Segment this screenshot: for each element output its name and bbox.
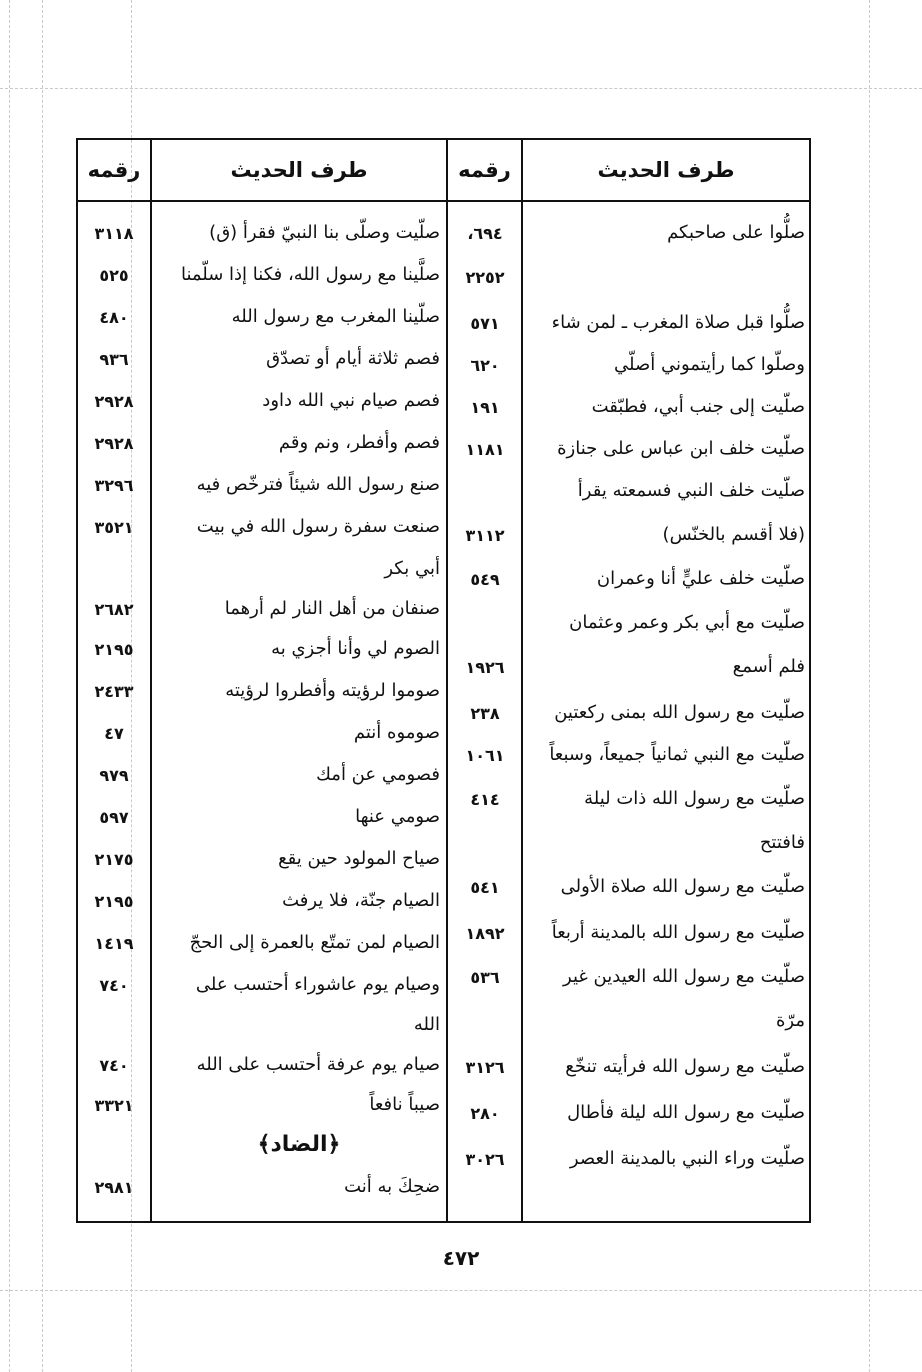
hadith-entry: صومي عنها bbox=[355, 806, 440, 827]
hadith-entry: صياح المولود حين يقع bbox=[278, 848, 440, 869]
hadith-entry: صلّيت مع رسول الله صلاة الأولى bbox=[560, 876, 805, 897]
hadith-number: ٩٧٩ bbox=[99, 766, 129, 785]
hadith-number: ٢٤٣٣ bbox=[94, 682, 134, 701]
hadith-entry: صلُّوا قبل صلاة المغرب ـ لمن شاء bbox=[551, 312, 805, 333]
hadith-entry: صلّيت إلى جنب أبي، فطبّقت bbox=[591, 396, 805, 417]
hadith-number: ٩٣٦ bbox=[99, 350, 129, 369]
hadith-entry: فصم ثلاثة أيام أو تصدّق bbox=[266, 348, 440, 369]
hadith-number: ٧٤٠ bbox=[99, 976, 129, 995]
scan-guide-line bbox=[9, 0, 10, 1372]
hadith-entry: صوموا لرؤيته وأفطروا لرؤيته bbox=[225, 680, 440, 701]
hadith-number: ٢١٩٥ bbox=[94, 892, 134, 911]
hadith-entry: صلُّوا على صاحبكم bbox=[667, 222, 805, 243]
hadith-entry: فصم وأفطر، ونم وقم bbox=[278, 432, 440, 453]
hadith-number: ١٨٩٢ bbox=[465, 924, 505, 943]
hadith-number: ٢٢٥٢ bbox=[465, 268, 505, 287]
hadith-entry: صلّيت مع رسول الله العيدين غير bbox=[563, 966, 805, 987]
hadith-number: ٢٩٢٨ bbox=[94, 392, 134, 411]
header-divider bbox=[78, 200, 809, 202]
hadith-number: ٥٢٥ bbox=[99, 266, 129, 285]
hadith-entry: صلّيت مع رسول الله بمنى ركعتين bbox=[554, 702, 805, 723]
hadith-number: ٦٩٤، bbox=[467, 224, 503, 243]
hadith-number: ٥٤٩ bbox=[470, 570, 500, 589]
hadith-entry: صلّيت خلف عليٍّ أنا وعمران bbox=[596, 568, 805, 589]
index-table bbox=[76, 138, 811, 1223]
hadith-entry: فافتتح bbox=[759, 832, 805, 853]
column-divider bbox=[521, 140, 523, 1221]
hadith-number: ٣٠٢٦ bbox=[465, 1150, 505, 1169]
hadith-number: ٥٧١ bbox=[470, 314, 500, 333]
hadith-entry: فصم صيام نبي الله داود bbox=[262, 390, 440, 411]
hadith-entry: فصومي عن أمك bbox=[316, 764, 440, 785]
hadith-entry: صلّيت وصلّى بنا النبيّ فقرأ (ق) bbox=[209, 222, 440, 243]
hadith-entry: الصيام جنّة، فلا يرفث bbox=[282, 890, 440, 911]
hadith-number: ٣٢٩٦ bbox=[94, 476, 134, 495]
header-hadith-left: طرف الحديث bbox=[230, 158, 368, 182]
hadith-entry: صلَّينا مع رسول الله، فكنا إذا سلّمنا bbox=[180, 264, 440, 285]
section-heading: ﴿الضاد﴾ bbox=[257, 1132, 341, 1157]
hadith-entry: صيام يوم عرفة أحتسب على الله bbox=[196, 1054, 440, 1075]
hadith-entry: (فلا أقسم بالخنّس) bbox=[662, 524, 805, 545]
hadith-number: ٤٧ bbox=[104, 724, 124, 743]
hadith-number: ٢٩٨١ bbox=[94, 1178, 134, 1197]
column-divider bbox=[150, 140, 152, 1221]
hadith-entry: فلم أسمع bbox=[732, 656, 805, 677]
hadith-number: ٣٥٢١ bbox=[94, 518, 134, 537]
scan-guide-line bbox=[0, 88, 922, 89]
hadith-entry: صلّيت مع رسول الله ذات ليلة bbox=[584, 788, 805, 809]
scan-guide-line bbox=[0, 1290, 922, 1291]
hadith-number: ٤١٤ bbox=[470, 790, 500, 809]
hadith-number: ٣١١٢ bbox=[465, 526, 505, 545]
hadith-entry: صلّيت خلف ابن عباس على جنازة bbox=[557, 438, 805, 459]
hadith-number: ٢٨٠ bbox=[470, 1104, 500, 1123]
hadith-number: ٤٨٠ bbox=[99, 308, 129, 327]
hadith-number: ٥٩٧ bbox=[99, 808, 129, 827]
hadith-entry: صلّيت خلف النبي فسمعته يقرأ bbox=[577, 480, 805, 501]
hadith-entry: وصلّوا كما رأيتموني أصلّي bbox=[614, 354, 805, 375]
hadith-number: ٦٢٠ bbox=[470, 356, 500, 375]
hadith-entry: صنعت سفرة رسول الله في بيت bbox=[196, 516, 440, 537]
hadith-entry: صلّيت مع رسول الله ليلة فأطال bbox=[567, 1102, 805, 1123]
header-number-left: رقمه bbox=[87, 158, 141, 182]
hadith-number: ٢٦٨٢ bbox=[94, 600, 134, 619]
hadith-entry: صنفان من أهل النار لم أرهما bbox=[224, 598, 440, 619]
hadith-number: ٢١٧٥ bbox=[94, 850, 134, 869]
hadith-number: ١٤١٩ bbox=[94, 934, 134, 953]
scan-guide-line bbox=[869, 0, 870, 1372]
hadith-entry: صوموه أنتم bbox=[353, 722, 440, 743]
hadith-entry: صيباً نافعاً bbox=[369, 1094, 440, 1115]
hadith-number: ١٩١ bbox=[470, 398, 500, 417]
header-number-right: رقمه bbox=[458, 158, 511, 182]
hadith-number: ٢١٩٥ bbox=[94, 640, 134, 659]
hadith-number: ٥٤١ bbox=[470, 878, 500, 897]
hadith-entry: وصيام يوم عاشوراء أحتسب على bbox=[195, 974, 440, 995]
hadith-number: ٣٣٢١ bbox=[94, 1096, 134, 1115]
hadith-number: ٧٤٠ bbox=[99, 1056, 129, 1075]
hadith-number: ٢٩٢٨ bbox=[94, 434, 134, 453]
scan-guide-line bbox=[42, 0, 43, 1372]
hadith-number: ١٩٢٦ bbox=[465, 658, 505, 677]
hadith-entry: صلّيت مع أبي بكر وعمر وعثمان bbox=[569, 612, 805, 633]
hadith-entry: الله bbox=[413, 1014, 440, 1035]
hadith-entry: صلّيت مع رسول الله فرأيته تنخّع bbox=[565, 1056, 805, 1077]
hadith-entry: صلّيت مع النبي ثمانياً جميعاً، وسبعاً bbox=[549, 744, 805, 765]
hadith-entry: صلّينا المغرب مع رسول الله bbox=[231, 306, 440, 327]
hadith-entry: صنع رسول الله شيئاً فترخّص فيه bbox=[196, 474, 440, 495]
hadith-entry: صلّيت وراء النبي بالمدينة العصر bbox=[569, 1148, 805, 1169]
page-number: ٤٧٢ bbox=[442, 1246, 480, 1270]
hadith-number: ٣١٢٦ bbox=[465, 1058, 505, 1077]
column-divider bbox=[446, 140, 448, 1221]
hadith-number: ١١٨١ bbox=[465, 440, 505, 459]
hadith-entry: الصوم لي وأنا أجزي به bbox=[271, 638, 440, 659]
hadith-entry: صلّيت مع رسول الله بالمدينة أربعاً bbox=[551, 922, 805, 943]
hadith-number: ١٠٦١ bbox=[465, 746, 505, 765]
hadith-entry: ضحِكَ به أنت bbox=[344, 1176, 440, 1197]
hadith-entry: الصيام لمن تمتّع بالعمرة إلى الحجّ bbox=[189, 932, 440, 953]
hadith-entry: أبي بكر bbox=[384, 558, 440, 579]
hadith-number: ٢٣٨ bbox=[470, 704, 500, 723]
hadith-entry: مرّة bbox=[775, 1010, 805, 1031]
hadith-number: ٥٣٦ bbox=[470, 968, 500, 987]
header-hadith-right: طرف الحديث bbox=[597, 158, 735, 182]
hadith-number: ٣١١٨ bbox=[94, 224, 134, 243]
